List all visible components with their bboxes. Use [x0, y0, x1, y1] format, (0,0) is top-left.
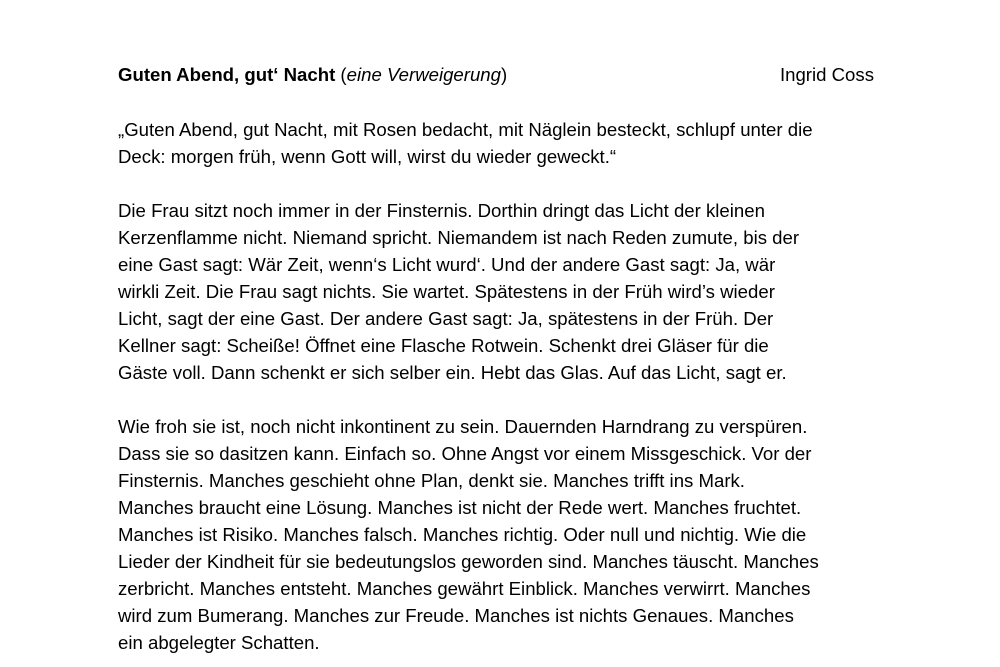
paragraph-line: wird zum Bumerang. Manches zur Freude. Manches ist nichts Genaues. Manches [118, 605, 794, 626]
paragraph-line: Kellner sagt: Scheiße! Öffnet eine Flasche Rotwein. Schenkt drei Gläser für die [118, 335, 769, 356]
paragraph-line: „Guten Abend, gut Nacht, mit Rosen bedacht, mit Näglein besteckt, schlupf unter die [118, 119, 813, 140]
paragraph-line: wirkli Zeit. Die Frau sagt nichts. Sie wartet. Spätestens in der Früh wird’s wieder [118, 281, 775, 302]
paragraph-quote [118, 116, 878, 170]
paragraph-line: eine Gast sagt: Wär Zeit, wenn‘s Licht wurd‘. Und der andere Gast sagt: Ja, wär [118, 254, 776, 275]
paragraph-line: Finsternis. Manches geschieht ohne Plan, denkt sie. Manches trifft ins Mark. [118, 470, 745, 491]
paragraph-line: Manches braucht eine Lösung. Manches ist nicht der Rede wert. Manches fruchtet. [118, 497, 802, 518]
paragraph-line: Wie froh sie ist, noch nicht inkontinent zu sein. Dauernden Harndrang zu verspüren. [118, 416, 808, 437]
spacer [118, 170, 878, 197]
spacer [118, 88, 878, 116]
paragraph-line: Die Frau sitzt noch immer in der Finsternis. Dorthin dringt das Licht der kleinen [118, 200, 765, 221]
paragraph-manches [118, 413, 878, 656]
paragraph-line: zerbricht. Manches entsteht. Manches gewährt Einblick. Manches verwirrt. Manches [118, 578, 811, 599]
document-title: Guten Abend, gut‘ Nacht [118, 64, 336, 85]
title-open-paren: ( [335, 64, 347, 85]
document-page [118, 62, 878, 656]
paragraph-finsternis [118, 197, 878, 386]
paragraph-line: Kerzenflamme nicht. Niemand spricht. Niemandem ist nach Reden zumute, bis der [118, 227, 800, 248]
paragraph-line: Gäste voll. Dann schenkt er sich selber ein. Hebt das Glas. Auf das Licht, sagt er. [118, 362, 787, 383]
paragraph-line: Licht, sagt der eine Gast. Der andere Gast sagt: Ja, spätestens in der Früh. Der [118, 308, 774, 329]
paragraph-line: Lieder der Kindheit für sie bedeutungslos geworden sind. Manches täuscht. Manches [118, 551, 819, 572]
paragraph-line: Manches ist Risiko. Manches falsch. Manches richtig. Oder null und nichtig. Wie die [118, 524, 807, 545]
author-name: Ingrid Coss [779, 64, 874, 85]
paragraph-line: ein abgelegter Schatten. [118, 632, 320, 653]
title-close-paren: ) [501, 64, 508, 85]
title-row [118, 62, 878, 88]
paragraph-line: Dass sie so dasitzen kann. Einfach so. Ohne Angst vor einem Missgeschick. Vor der [118, 443, 812, 464]
paragraph-line: Deck: morgen früh, wenn Gott will, wirst du wieder geweckt.“ [118, 146, 617, 167]
document-subtitle: eine Verweigerung [346, 64, 501, 85]
spacer [118, 386, 878, 413]
